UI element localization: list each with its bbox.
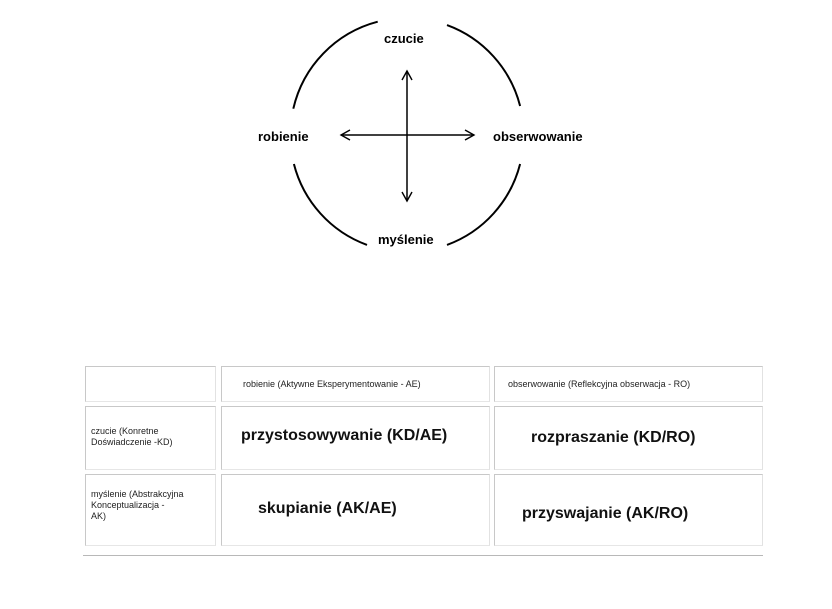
cell-przyswajanie-text: przyswajanie (AK/RO) bbox=[522, 505, 689, 522]
header-obserwowanie-text: obserwowanie (Reflekcyjna obserwacja - RO) bbox=[508, 379, 691, 389]
row-label-myslenie bbox=[85, 474, 216, 546]
label-myslenie: myślenie bbox=[378, 232, 434, 247]
arc-bottom-right bbox=[447, 164, 520, 245]
row-label-myslenie-line1: myślenie (Abstrakcyjna bbox=[91, 489, 184, 499]
row-label-czucie-line1: czucie (Konretne bbox=[91, 426, 159, 436]
label-robienie: robienie bbox=[258, 129, 309, 144]
label-czucie: czucie bbox=[384, 31, 424, 46]
cell-rozpraszanie bbox=[494, 406, 763, 470]
header-cell-robienie bbox=[221, 366, 490, 402]
cell-przystosowywanie-text: przystosowywanie (KD/AE) bbox=[241, 427, 448, 444]
cell-rozpraszanie-text: rozpraszanie (KD/RO) bbox=[531, 429, 696, 446]
cell-przyswajanie bbox=[494, 474, 763, 546]
learning-cycle-diagram bbox=[0, 0, 832, 300]
arc-bottom-left bbox=[294, 164, 367, 245]
header-cell-obserwowanie bbox=[494, 366, 763, 402]
cell-skupianie bbox=[221, 474, 490, 546]
cell-przystosowywanie bbox=[221, 406, 490, 470]
row-label-myslenie-line3: AK) bbox=[91, 511, 107, 521]
label-obserwowanie: obserwowanie bbox=[493, 129, 583, 144]
learning-styles-table bbox=[83, 362, 763, 558]
arc-top-right bbox=[447, 25, 520, 106]
arc-top-left bbox=[293, 22, 377, 109]
row-label-czucie-line2: Doświadczenie -KD) bbox=[91, 437, 173, 447]
row-label-myslenie-line2: Konceptualizacja - bbox=[91, 500, 165, 510]
row-label-myslenie-text bbox=[91, 489, 184, 522]
header-robienie-text: robienie (Aktywne Eksperymentowanie - AE) bbox=[243, 379, 421, 389]
header-corner-cell bbox=[85, 366, 216, 402]
table-bottom-rule bbox=[83, 555, 763, 556]
cell-skupianie-text: skupianie (AK/AE) bbox=[258, 500, 397, 517]
row-label-czucie bbox=[85, 406, 216, 470]
row-label-czucie-text bbox=[91, 426, 173, 448]
